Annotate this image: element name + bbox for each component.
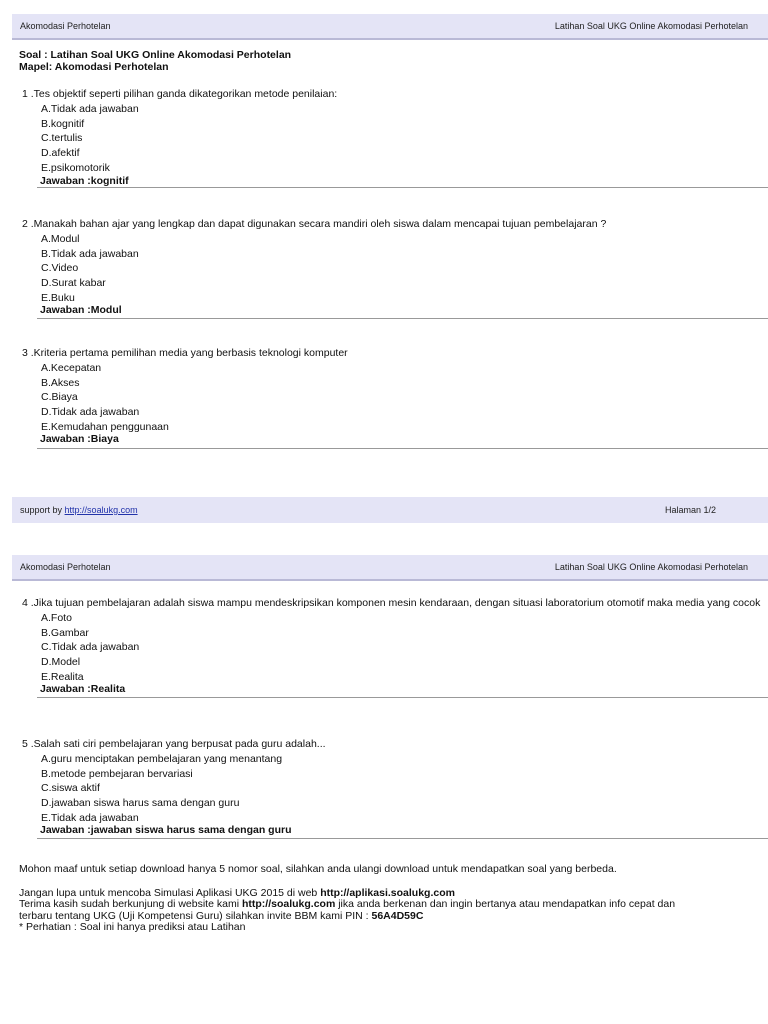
option-e: E.psikomotorik xyxy=(41,161,110,174)
page-number: Halaman 1/2 xyxy=(664,505,716,515)
header-right-text: Latihan Soal UKG Online Akomodasi Perhotelan xyxy=(554,21,748,31)
page2-header xyxy=(12,555,768,581)
option-d: D.afektif xyxy=(41,147,80,160)
divider xyxy=(37,838,768,839)
option-e: E.Kemudahan penggunaan xyxy=(41,420,169,433)
option-a: A.Kecepatan xyxy=(41,362,102,374)
document-title-block xyxy=(19,49,291,73)
question-block xyxy=(0,347,768,450)
divider xyxy=(37,448,768,449)
option-a: A.Foto xyxy=(41,612,72,624)
bbm-pin: 56A4D59C xyxy=(371,909,424,922)
option-b: B.metode pembejaran bervariasi xyxy=(41,767,193,780)
support-link[interactable]: http://soalukg.com xyxy=(64,505,138,515)
option-c: C.Tidak ada jawaban xyxy=(41,641,140,654)
simulation-link[interactable]: http://aplikasi.soalukg.com xyxy=(320,886,455,899)
options-list xyxy=(41,611,139,684)
question-stem: 3 .Kriteria pertama pemilihan media yang berbasis teknologi komputer xyxy=(22,347,348,359)
option-b: B.Tidak ada jawaban xyxy=(41,247,139,260)
options-list xyxy=(41,361,169,434)
divider xyxy=(37,187,768,188)
question-stem: 1 .Tes objektif seperti pilihan ganda dikategorikan metode penilaian: xyxy=(22,88,338,100)
question-block xyxy=(0,597,768,697)
header-right-text: Latihan Soal UKG Online Akomodasi Perhotelan xyxy=(554,562,748,572)
option-b: B.Gambar xyxy=(41,626,89,639)
answer-text: Jawaban :jawaban siswa harus sama dengan guru xyxy=(40,824,292,836)
page1-footer xyxy=(12,497,768,523)
option-e: E.Realita xyxy=(41,670,84,683)
page1-header xyxy=(12,14,768,40)
option-e: E.Buku xyxy=(41,291,75,304)
option-d: D.Surat kabar xyxy=(41,277,106,290)
disclaimer-note: * Perhatian : Soal ini hanya prediksi atau Latihan xyxy=(19,921,246,933)
option-c: C.tertulis xyxy=(41,132,83,145)
thanks-note-suffix: jika anda berkenan dan ingin bertanya atau mendapatkan info cepat dan xyxy=(335,898,676,910)
divider xyxy=(37,318,768,319)
question-stem: 4 .Jika tujuan pembelajaran adalah siswa mampu mendeskripsikan komponen mesin kendaraan, dengan situasi laboratorium otomotif maka media yang cocok xyxy=(22,597,761,609)
answer-text: Jawaban :Realita xyxy=(40,683,126,695)
website-link[interactable]: http://soalukg.com xyxy=(241,898,336,910)
subject-label: Mapel: Akomodasi Perhotelan xyxy=(19,61,169,73)
option-c: C.Biaya xyxy=(41,391,78,404)
bbm-note-text: terbaru tentang UKG (Uji Kompetensi Guru) silahkan invite BBM kami PIN : xyxy=(19,909,372,922)
header-left-text: Akomodasi Perhotelan xyxy=(20,21,111,31)
question-stem: 2 .Manakah bahan ajar yang lengkap dan dapat digunakan secara mandiri oleh siswa dalam mencapai tujuan pembelajaran ? xyxy=(22,218,607,230)
question-block xyxy=(0,738,768,840)
support-prefix: support by xyxy=(20,505,63,515)
options-list xyxy=(41,102,139,175)
option-b: B.kognitif xyxy=(41,117,85,130)
question-stem: 5 .Salah sati ciri pembelajaran yang berpusat pada guru adalah... xyxy=(22,738,326,750)
answer-text: Jawaban :Modul xyxy=(40,304,122,316)
support-text xyxy=(20,505,138,515)
answer-text: Jawaban :Biaya xyxy=(40,433,119,445)
options-list xyxy=(41,752,282,825)
question-block xyxy=(0,218,768,318)
page-title: Soal : Latihan Soal UKG Online Akomodasi Perhotelan xyxy=(19,49,292,61)
answer-text: Jawaban :kognitif xyxy=(40,175,129,187)
closing-notes xyxy=(19,864,675,934)
option-d: D.Model xyxy=(41,656,81,669)
thanks-note-text: Terima kasih sudah berkunjung di website kami xyxy=(19,898,242,910)
option-c: C.Video xyxy=(41,262,79,275)
option-e: E.Tidak ada jawaban xyxy=(41,811,139,824)
divider xyxy=(37,697,768,698)
simulation-note-text: Jangan lupa untuk mencoba Simulasi Aplikasi UKG 2015 di web xyxy=(19,886,321,899)
option-d: D.jawaban siswa harus sama dengan guru xyxy=(41,797,240,810)
option-a: A.Modul xyxy=(41,233,80,245)
apology-note: Mohon maaf untuk setiap download hanya 5 nomor soal, silahkan anda ulangi download untuk mendapatkan soal yang berbeda. xyxy=(19,863,617,875)
header-left-text: Akomodasi Perhotelan xyxy=(20,562,111,572)
option-b: B.Akses xyxy=(41,376,80,389)
question-block xyxy=(0,88,768,188)
options-list xyxy=(41,232,139,305)
option-c: C.siswa aktif xyxy=(41,782,100,795)
option-a: A.Tidak ada jawaban xyxy=(41,103,139,115)
option-d: D.Tidak ada jawaban xyxy=(41,406,140,419)
option-a: A.guru menciptakan pembelajaran yang menantang xyxy=(41,753,283,765)
